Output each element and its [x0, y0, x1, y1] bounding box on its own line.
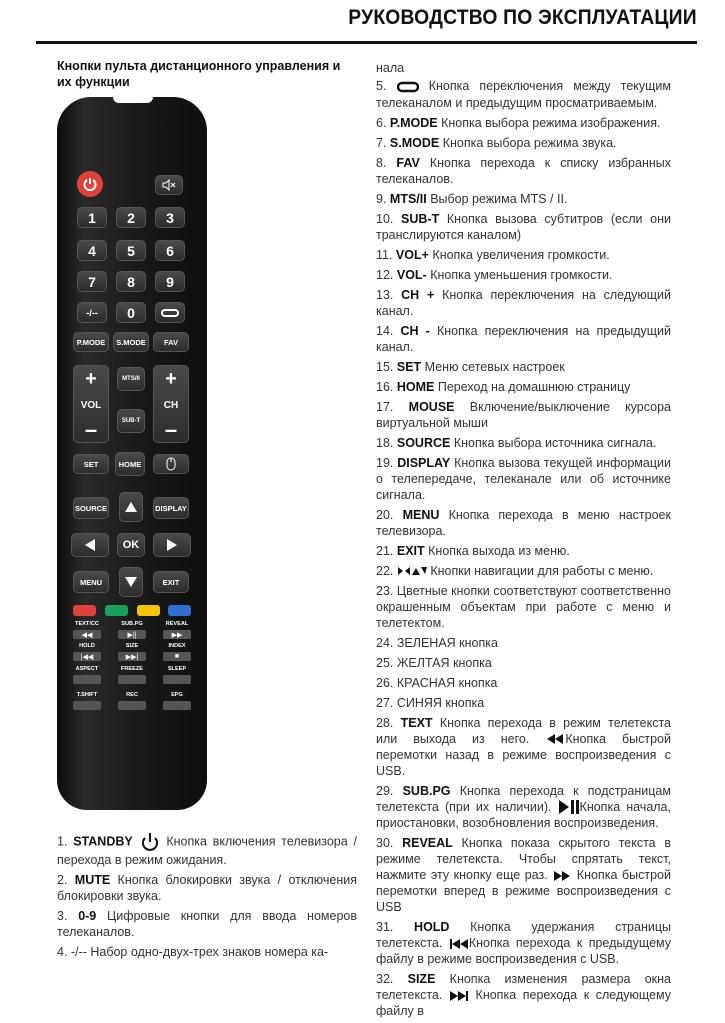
list-item: 9. MTS/II Выбор режима MTS / II. — [376, 191, 568, 206]
list-item-continuation: нала — [376, 61, 405, 75]
source-button: SOURCE — [73, 497, 109, 519]
remote-control-illustration — [57, 97, 207, 810]
recall-icon — [161, 307, 179, 319]
home-button: HOME — [115, 452, 145, 476]
list-item: 16. HOME Переход на домашнюю страницу — [376, 379, 631, 394]
play-pause-icon — [558, 799, 580, 815]
power-button — [77, 171, 103, 197]
right-description-list — [376, 60, 671, 1023]
vol-rocker — [73, 365, 109, 443]
yellow-button — [137, 605, 160, 616]
list-item: 31. HOLD Кнопка удержания страницы телетекста. Кнопка перехода к предыдущему файлу в режиме воспроизведения с USB. — [376, 920, 672, 967]
list-item: 22. Кнопки навигации для работы с меню. — [376, 563, 654, 578]
list-item: 19. DISPLAY Кнопка вызова текущей информации о телепередаче, телеканале или об источнике сигнала. — [376, 455, 671, 502]
num-button-7: 7 — [77, 271, 107, 292]
smode-button: S.MODE — [113, 332, 149, 352]
dash-button: -/-- — [77, 302, 107, 323]
aspect-label: ASPECT — [75, 666, 99, 672]
fav-button: FAV — [153, 332, 189, 352]
list-item: 25. ЖЕЛТАЯ кнопка — [376, 655, 492, 670]
nav-down-button — [119, 567, 143, 597]
power-icon — [82, 176, 98, 192]
ch-plus-icon: + — [165, 368, 177, 390]
arrow-right-icon — [166, 538, 178, 552]
remote-notch — [113, 91, 153, 103]
nav-arrows-icon — [397, 566, 427, 576]
nav-left-button — [71, 533, 109, 557]
num-button-5: 5 — [116, 240, 146, 261]
mts-button: MTS/II — [117, 367, 145, 391]
list-item: 32. SIZE Кнопка изменения размера окна телетекста. Кнопка перехода к следующему файлу в — [376, 972, 671, 1019]
num-button-2: 2 — [116, 207, 146, 228]
list-item: 1. STANDBY Кнопка включения телевизора / перехода в режим ожидания. — [57, 832, 357, 868]
list-item: 5. Кнопка переключения между текущим телеканалом и предыдущим просматриваемым. — [376, 79, 671, 110]
green-button — [105, 605, 128, 616]
red-button — [73, 605, 96, 616]
nav-up-button — [119, 492, 143, 522]
reveal-label: REVEAL — [165, 621, 189, 627]
fast-forward-button: ▶▶ — [163, 630, 191, 639]
tshift-label: T.SHIFT — [76, 692, 98, 698]
rec-button — [118, 701, 146, 710]
menu-button: MENU — [73, 571, 109, 593]
list-item: 29. SUB.PG Кнопка перехода к подстраницам телетекста (при их наличии). Кнопка начала, приостановки, возобновления воспроизведения. — [376, 783, 671, 831]
freeze-label: FREEZE — [120, 666, 144, 672]
textcc-label: TEXT/CC — [75, 621, 99, 627]
stop-button: ■ — [163, 652, 191, 661]
recall-button — [155, 302, 185, 323]
list-item: 18. SOURCE Кнопка выбора источника сигнала. — [376, 435, 657, 450]
next-button: ▶▶| — [118, 652, 146, 661]
sleep-button — [163, 675, 191, 684]
vol-plus-icon: + — [85, 368, 97, 390]
aspect-button — [73, 675, 101, 684]
header-rule — [36, 41, 697, 44]
page-header-title: РУКОВОДСТВО ПО ЭКСПЛУАТАЦИИ — [348, 6, 697, 29]
power-icon — [139, 832, 161, 852]
list-item: 28. TEXT Кнопка перехода в режим телетекста или выхода из него. Кнопка быстрой перемотки назад в режиме воспроизведения с USB. — [376, 715, 671, 778]
epg-button — [163, 701, 191, 710]
list-item: 4. -/-- Набор одно-двух-трех знаков номера ка- — [57, 945, 329, 959]
num-button-1: 1 — [77, 207, 107, 228]
prev-button: |◀◀ — [73, 652, 101, 661]
mouse-button — [153, 454, 189, 474]
next-file-icon — [449, 990, 469, 1002]
fast-forward-icon — [552, 870, 572, 882]
ch-minus-icon: – — [164, 417, 178, 442]
list-item: 24. ЗЕЛЕНАЯ кнопка — [376, 635, 498, 650]
list-item: 21. EXIT Кнопка выхода из меню. — [376, 543, 570, 558]
list-item: 10. SUB-T Кнопка вызова субтитров (если они транслируются каналом) — [376, 211, 671, 242]
rewind-icon — [545, 733, 565, 745]
left-description-list — [57, 832, 357, 964]
tshift-button — [73, 701, 101, 710]
display-button: DISPLAY — [153, 497, 189, 519]
pmode-button: P.MODE — [73, 332, 109, 352]
mute-button — [155, 175, 183, 195]
arrow-left-icon — [84, 538, 96, 552]
list-item: 13. CH + Кнопка переключения на следующий канал. — [376, 287, 671, 318]
size-label: SIZE — [125, 643, 139, 649]
mute-icon — [162, 179, 176, 191]
arrow-up-icon — [124, 501, 138, 513]
num-button-8: 8 — [116, 271, 146, 292]
previous-file-icon — [449, 938, 469, 950]
list-item: 11. VOL+ Кнопка увеличения громкости. — [376, 247, 610, 262]
rec-label: REC — [126, 692, 138, 698]
rewind-button: ◀◀ — [73, 630, 101, 639]
list-item: 30. REVEAL Кнопка показа скрытого текста в режиме телетекста. Чтобы спрятать текст, нажмите эту кнопку еще раз. Кнопка быстрой перемотки вперед в режиме воспроизведения с USB — [376, 836, 671, 915]
list-item: 23. Цветные кнопки соответствуют соответственно окрашенным объектам при работе с меню и телетектом. — [376, 583, 672, 630]
num-button-4: 4 — [77, 240, 107, 261]
set-button: SET — [73, 454, 109, 474]
list-item: 3. 0-9 Цифровые кнопки для ввода номеров телеканалов. — [57, 909, 357, 939]
recall-icon — [397, 79, 419, 95]
list-item: 17. MOUSE Включение/выключение курсора виртуальной мыши — [376, 399, 671, 430]
epg-label: EPG — [171, 692, 183, 698]
num-button-9: 9 — [155, 271, 185, 292]
hold-label: HOLD — [79, 643, 95, 649]
blue-button — [168, 605, 191, 616]
ok-button: OK — [117, 533, 145, 557]
subpg-label: SUB.PG — [121, 621, 143, 627]
exit-button: EXIT — [153, 571, 189, 593]
ch-rocker — [153, 365, 189, 443]
vol-label: VOL — [80, 399, 102, 411]
vol-minus-icon: – — [84, 417, 98, 442]
freeze-button — [118, 675, 146, 684]
num-button-3: 3 — [155, 207, 185, 228]
subt-button: SUB-T — [117, 409, 145, 433]
index-label: INDEX — [168, 643, 186, 649]
list-item: 26. КРАСНАЯ кнопка — [376, 675, 498, 690]
sleep-label: SLEEP — [167, 666, 187, 672]
num-button-0: 0 — [116, 302, 146, 323]
list-item: 7. S.MODE Кнопка выбора режима звука. — [376, 135, 617, 150]
section-title: Кнопки пульта дистанционного управления и их функции — [57, 59, 341, 89]
list-item: 12. VOL- Кнопка уменьшения громкости. — [376, 267, 613, 282]
list-item: 20. MENU Кнопка перехода в меню настроек телевизора. — [376, 507, 671, 538]
ch-label: CH — [163, 399, 179, 411]
list-item: 6. P.MODE Кнопка выбора режима изображения. — [376, 115, 661, 130]
list-item: 14. CH - Кнопка переключения на предыдущий канал. — [376, 323, 671, 354]
list-item: 15. SET Меню сетевых настроек — [376, 359, 565, 374]
list-item: 8. FAV Кнопка перехода к списку избранных телеканалов. — [376, 155, 671, 186]
list-item: 2. MUTE Кнопка блокировки звука / отключения блокировки звука. — [57, 873, 357, 903]
nav-right-button — [153, 533, 191, 557]
list-item: 27. СИНЯЯ кнопка — [376, 695, 485, 710]
num-button-6: 6 — [155, 240, 185, 261]
mouse-icon — [166, 457, 176, 471]
arrow-down-icon — [124, 576, 138, 588]
play-pause-button: ▶|| — [118, 630, 146, 639]
